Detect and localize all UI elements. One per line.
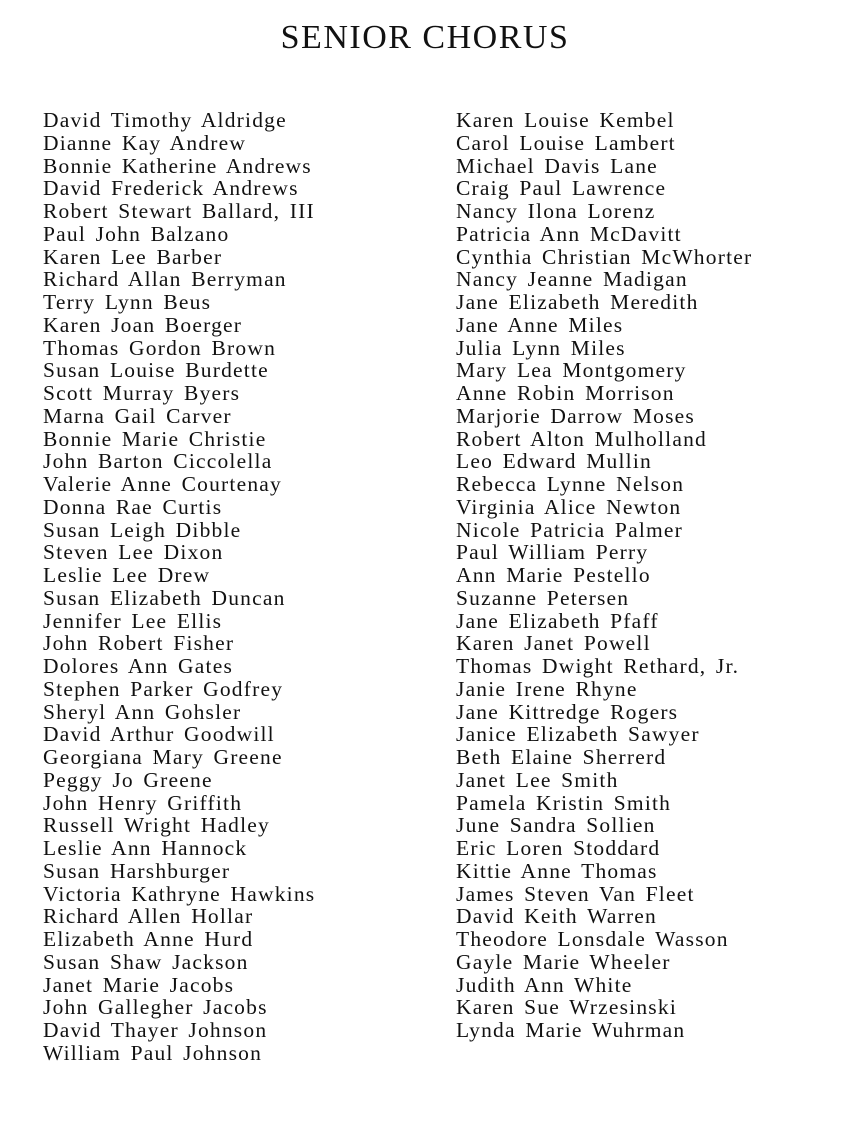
list-item: Susan Harshburger <box>43 858 231 883</box>
list-item: Susan Louise Burdette <box>43 358 269 383</box>
list-item: Mary Lea Montgomery <box>456 358 687 383</box>
list-item: William Paul Johnson <box>43 1040 263 1065</box>
list-item: Jane Kittredge Rogers <box>456 699 679 724</box>
list-item: Robert Alton Mulholland <box>456 426 707 451</box>
list-item: Russell Wright Hadley <box>43 813 270 838</box>
list-item: Carol Louise Lambert <box>456 130 676 155</box>
list-item: Janice Elizabeth Sawyer <box>456 722 700 747</box>
list-item: Theodore Lonsdale Wasson <box>456 927 729 951</box>
list-item: Georgiana Mary Greene <box>43 745 283 769</box>
list-item: Peggy Jo Greene <box>43 767 213 792</box>
list-item: David Thayer Johnson <box>43 1018 268 1042</box>
list-item: Susan Elizabeth Duncan <box>43 585 286 610</box>
list-item: Thomas Gordon Brown <box>43 335 277 360</box>
list-item: Karen Janet Powell <box>456 631 651 656</box>
list-item: Marna Gail Carver <box>43 403 232 428</box>
list-item: Steven Lee Dixon <box>43 540 224 565</box>
list-item: Nicole Patricia Palmer <box>456 517 684 542</box>
list-item: Terry Lynn Beus <box>43 290 212 314</box>
list-item: Pamela Kristin Smith <box>456 790 672 815</box>
list-item: James Steven Van Fleet <box>456 881 695 906</box>
list-item: Rebecca Lynne Nelson <box>456 472 685 496</box>
list-item: Karen Sue Wrzesinski <box>456 995 677 1020</box>
list-item: Leo Edward Mullin <box>456 449 652 474</box>
list-item: Karen Joan Boerger <box>43 312 243 337</box>
list-item: Dolores Ann Gates <box>43 654 234 678</box>
list-item: Richard Allen Hollar <box>43 904 254 929</box>
list-item: Thomas Dwight Rethard, Jr. <box>456 654 740 678</box>
list-item: Nancy Ilona Lorenz <box>456 199 656 223</box>
list-item: Ann Marie Pestello <box>456 563 651 587</box>
list-item: Craig Paul Lawrence <box>456 176 667 201</box>
list-item: Jane Elizabeth Pfaff <box>456 608 659 633</box>
list-item: Marjorie Darrow Moses <box>456 403 695 428</box>
list-item: Jennifer Lee Ellis <box>43 608 223 633</box>
list-item: Kittie Anne Thomas <box>456 858 658 883</box>
list-item: David Frederick Andrews <box>43 176 299 201</box>
list-item: Karen Lee Barber <box>43 244 223 269</box>
list-item: Bonnie Marie Christie <box>43 426 267 451</box>
list-item: John Barton Ciccolella <box>43 449 273 474</box>
page-title: SENIOR CHORUS <box>280 19 570 56</box>
list-item: Beth Elaine Sherrerd <box>456 745 667 769</box>
name-list-right-column <box>456 109 752 1042</box>
list-item: Gayle Marie Wheeler <box>456 949 671 974</box>
list-item: Susan Shaw Jackson <box>43 949 249 974</box>
list-item: Elizabeth Anne Hurd <box>43 927 254 951</box>
list-item: Jane Elizabeth Meredith <box>456 290 699 314</box>
list-item: Karen Louise Kembel <box>456 108 675 132</box>
list-item: Anne Robin Morrison <box>456 381 675 405</box>
list-item: Michael Davis Lane <box>456 153 658 178</box>
list-item: Stephen Parker Godfrey <box>43 676 284 701</box>
list-item: John Gallegher Jacobs <box>43 995 268 1020</box>
list-item: Paul John Balzano <box>43 221 230 246</box>
list-item: Paul William Perry <box>456 540 649 565</box>
list-item: Janie Irene Rhyne <box>456 676 638 701</box>
list-item: June Sandra Sollien <box>456 813 656 838</box>
list-item: Dianne Kay Andrew <box>43 130 247 155</box>
list-item: Julia Lynn Miles <box>456 335 626 360</box>
list-item: John Henry Griffith <box>43 790 243 815</box>
list-item: Lynda Marie Wuhrman <box>456 1018 686 1042</box>
list-item: Janet Marie Jacobs <box>43 972 235 997</box>
list-item: Judith Ann White <box>456 972 633 997</box>
list-item: Janet Lee Smith <box>456 767 619 792</box>
list-item: Leslie Ann Hannock <box>43 836 248 860</box>
list-item: Bonnie Katherine Andrews <box>43 153 312 178</box>
list-item: Virginia Alice Newton <box>456 494 682 519</box>
list-item: Robert Stewart Ballard, III <box>43 199 315 223</box>
list-item: Jane Anne Miles <box>456 312 624 337</box>
list-item: Sheryl Ann Gohsler <box>43 699 242 724</box>
list-item: David Keith Warren <box>456 904 657 929</box>
name-list-left-column <box>43 109 315 1065</box>
list-item: Eric Loren Stoddard <box>456 836 661 860</box>
list-item: Nancy Jeanne Madigan <box>456 267 688 292</box>
list-item: Richard Allan Berryman <box>43 267 287 292</box>
list-item: Valerie Anne Courtenay <box>43 472 282 496</box>
list-item: Victoria Kathryne Hawkins <box>43 881 316 906</box>
list-item: Suzanne Petersen <box>456 585 630 610</box>
list-item: Patricia Ann McDavitt <box>456 221 682 246</box>
list-item: Donna Rae Curtis <box>43 494 223 519</box>
list-item: Leslie Lee Drew <box>43 563 211 587</box>
list-item: John Robert Fisher <box>43 631 235 656</box>
list-item: David Timothy Aldridge <box>43 108 287 132</box>
list-item: David Arthur Goodwill <box>43 722 275 747</box>
list-item: Scott Murray Byers <box>43 381 241 405</box>
list-item: Susan Leigh Dibble <box>43 517 242 542</box>
list-item: Cynthia Christian McWhorter <box>456 244 753 269</box>
